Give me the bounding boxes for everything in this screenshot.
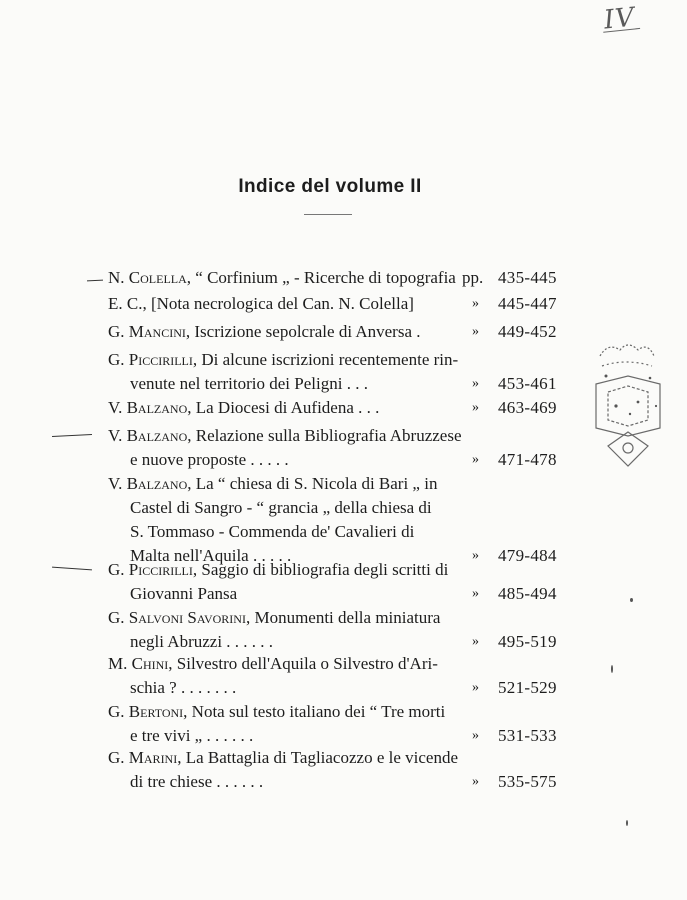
toc-entry-first-line [108,320,421,344]
toc-entry-first-line [108,472,437,496]
toc-entry-continuation [130,676,236,700]
toc-title-text: schia ? . . . . . . . [130,678,237,697]
toc-entry-first-line [108,396,379,420]
page-range: 445-447 [498,294,557,313]
toc-author: G. Piccirilli [108,350,193,369]
toc-title-text: , Monumenti della miniatura [245,608,441,627]
paper-speck [611,665,613,673]
ditto-mark: » [472,774,479,789]
toc-entry-first-line [108,652,438,676]
page-range: 471-478 [498,450,557,469]
toc-title-text: e nuove proposte . . . . . [130,450,289,469]
toc-author: G. Marini [108,748,178,767]
ditto-mark: » [472,548,479,563]
toc-title-text: Castel di Sangro - “ grancia „ della chiesa di [130,498,432,517]
page-range: 435-445 [498,268,557,287]
toc-author: G. Mancini [108,322,186,341]
paper-speck [626,820,628,826]
toc-title-text: , La Battaglia di Tagliacozzo e le vicende [177,748,458,767]
toc-author: V. Balzano [108,474,188,493]
toc-title-text: di tre chiese . . . . . . [130,772,264,791]
toc-entry-continuation [130,520,414,544]
toc-title-text: Malta nell'Aquila . . . . . [130,546,292,565]
toc-entry-continuation [130,372,368,396]
toc-entry-first-line [108,348,458,372]
library-stamp-icon [586,336,668,474]
paper-speck [630,598,633,602]
toc-title-text: , Iscrizione sepolcrale di Anversa . [185,322,421,341]
ditto-mark: » [472,728,479,743]
toc-author: G. Piccirilli [108,560,193,579]
ditto-mark: » [472,586,479,601]
toc-title-text: venute nel territorio dei Peligni . . . [130,374,368,393]
toc-entry-continuation [130,724,253,748]
toc-author: G. Salvoni Savorini [108,608,246,627]
toc-entry-first-line [108,746,458,770]
toc-entry-first-line [108,292,414,316]
toc-author: V. Balzano [108,426,188,445]
page-range: 521-529 [498,678,557,697]
toc-title-text: , “ Corfinium „ - Ricerche di topografia [186,268,456,287]
toc-entry-first-line [108,558,448,582]
toc-title-text: negli Abruzzi . . . . . . [130,632,274,651]
toc-author: G. Bertoni [108,702,184,721]
toc-title-text: e tre vivi „ . . . . . . [130,726,254,745]
handwritten-volume-mark: IV [602,2,637,36]
page-range: 479-484 [498,546,557,565]
toc-title-text: S. Tommaso - Commenda de' Cavalieri di [130,522,415,541]
page-range: 463-469 [498,398,557,417]
toc-author: M. Chini [108,654,169,673]
ditto-mark: » [472,376,479,391]
page-range: 453-461 [498,374,557,393]
ditto-mark: » [472,680,479,695]
toc-title-text: Giovanni Pansa [130,584,238,603]
page-range: 485-494 [498,584,557,603]
toc-title-text: E. C., [Nota necrologica del Can. N. Colella] [108,294,414,313]
toc-title-text: , Nota sul testo italiano dei “ Tre morti [183,702,446,721]
page-range: 449-452 [498,322,557,341]
ditto-mark: » [472,452,479,467]
toc-title-text: , Relazione sulla Bibliografia Abruzzese [187,426,462,445]
toc-entry-continuation [130,770,263,794]
pages-abbreviation: pp. [462,268,484,287]
ditto-mark: » [472,400,479,415]
ditto-mark: » [472,324,479,339]
toc-author: V. Balzano [108,398,188,417]
page-range: 495-519 [498,632,557,651]
toc-title-text: , Di alcune iscrizioni recentemente rin- [192,350,459,369]
toc-entry-first-line [108,700,445,724]
toc-entry-continuation [130,448,289,472]
toc-title-text: , Silvestro dell'Aquila o Silvestro d'Ari- [168,654,438,673]
toc-author: N. Colella [108,268,187,287]
page-range: 531-533 [498,726,557,745]
toc-entry-continuation [130,496,432,520]
ditto-mark: » [472,634,479,649]
page-range: 535-575 [498,772,557,791]
toc-title-text: , La Diocesi di Aufidena . . . [187,398,380,417]
ditto-mark: » [472,296,479,311]
toc-title-text: , Saggio di bibliografia degli scritti di [192,560,449,579]
page-title: Indice del volume II [238,176,422,197]
toc-entry-first-line [108,266,456,290]
toc-entry-continuation [130,582,237,606]
toc-title-text: , La “ chiesa di S. Nicola di Bari „ in [187,474,438,493]
toc-entry-first-line [108,424,462,448]
toc-entry-continuation [130,630,273,654]
toc-entry-first-line [108,606,440,630]
